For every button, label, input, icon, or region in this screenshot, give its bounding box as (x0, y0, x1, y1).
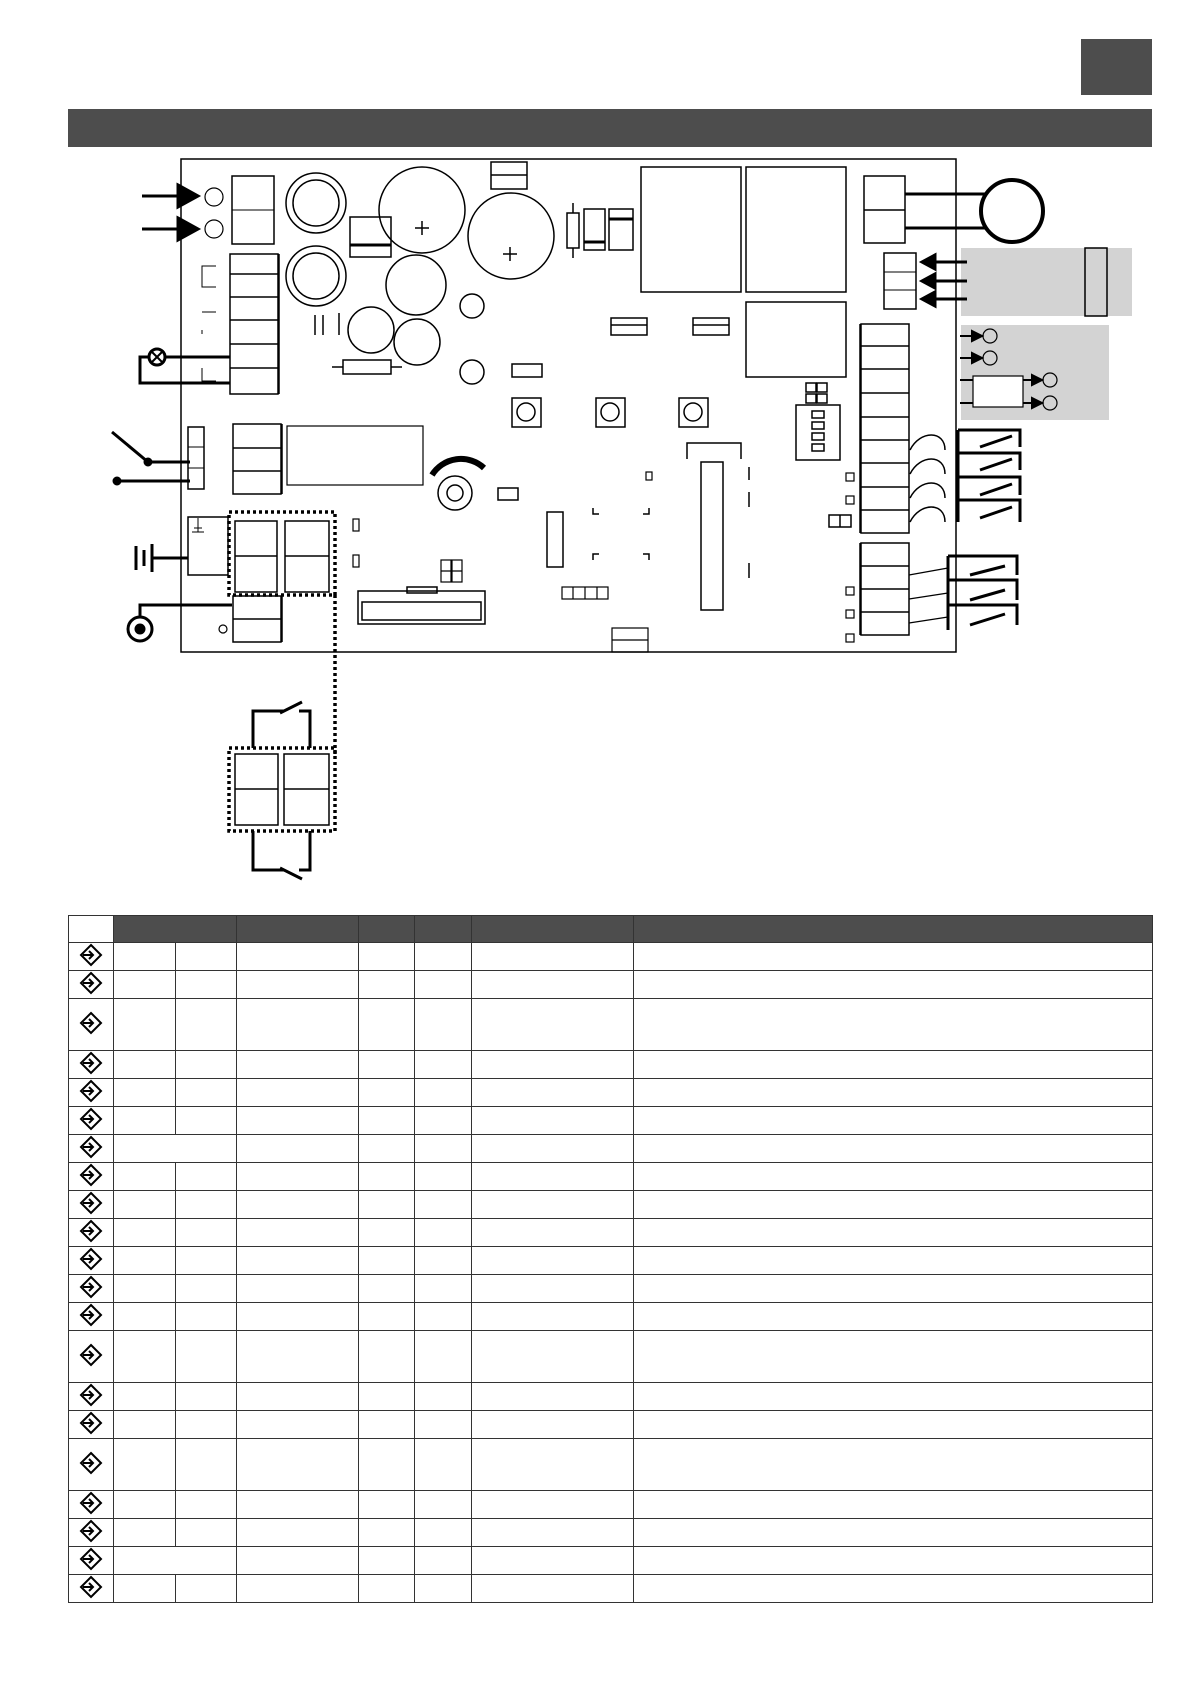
table-row (69, 1439, 1153, 1491)
trimmer-potentiometer-icon (432, 459, 518, 510)
row-io-icon (69, 1247, 114, 1275)
table-cell (237, 943, 359, 971)
table-cell (237, 1135, 359, 1163)
table-cell (634, 999, 1153, 1051)
table-cell (237, 1491, 359, 1519)
table-cell (176, 1411, 237, 1439)
row-io-icon (69, 1051, 114, 1079)
table-cell (114, 1331, 176, 1383)
table-row (69, 1219, 1153, 1247)
table-row (69, 1163, 1153, 1191)
table-cell (634, 1079, 1153, 1107)
table-cell (114, 1107, 176, 1135)
table-cell (237, 1383, 359, 1411)
table-cell (359, 1383, 415, 1411)
table-cell (634, 1575, 1153, 1603)
output-signals-block (960, 325, 1109, 420)
row-io-icon (69, 971, 114, 999)
table-row (69, 1411, 1153, 1439)
row-io-icon (69, 1163, 114, 1191)
table-cell (359, 1439, 415, 1491)
table-row (69, 1303, 1153, 1331)
table-cell (114, 1303, 176, 1331)
table-row (69, 1383, 1153, 1411)
table-cell (237, 1519, 359, 1547)
table-cell (114, 1491, 176, 1519)
transformer-blocks (611, 167, 846, 377)
table-cell (634, 1191, 1153, 1219)
table-cell (415, 1275, 472, 1303)
table-cell (415, 1383, 472, 1411)
table-cell (634, 1219, 1153, 1247)
table-cell (237, 1275, 359, 1303)
table-cell (176, 1247, 237, 1275)
power-input-arrows (142, 185, 223, 240)
row-io-icon (69, 1135, 114, 1163)
table-row (69, 999, 1153, 1051)
table-cell (359, 1519, 415, 1547)
table-cell (359, 1547, 415, 1575)
table-cell (472, 971, 634, 999)
row-io-icon (69, 1079, 114, 1107)
table-cell (359, 1051, 415, 1079)
table-cell (415, 971, 472, 999)
table-row (69, 1275, 1153, 1303)
top-components (286, 162, 633, 384)
table-cell (237, 999, 359, 1051)
table-cell (176, 1331, 237, 1383)
table-cell (415, 1547, 472, 1575)
table-cell (176, 1275, 237, 1303)
row-io-icon (69, 1331, 114, 1383)
table-cell (415, 1163, 472, 1191)
table-cell (472, 1331, 634, 1383)
header-corner (69, 916, 114, 943)
earth-ground-icon (136, 544, 188, 572)
contact-loops (910, 435, 945, 522)
table-cell (634, 1275, 1153, 1303)
table-cell (634, 1303, 1153, 1331)
table-cell (472, 1383, 634, 1411)
table-cell (472, 1275, 634, 1303)
table-cell (634, 1547, 1153, 1575)
table-row (69, 1519, 1153, 1547)
table-cell (176, 1163, 237, 1191)
table-cell (114, 1575, 176, 1603)
table-cell (472, 1163, 634, 1191)
microcontroller-chip (547, 443, 749, 610)
table-cell (114, 1439, 176, 1491)
language-tab (1081, 39, 1152, 95)
table-cell (472, 943, 634, 971)
table-cell (472, 1247, 634, 1275)
table-cell (415, 1331, 472, 1383)
ribbon-connector (358, 587, 485, 624)
table-cell (415, 999, 472, 1051)
table-cell (472, 1135, 634, 1163)
table-cell (237, 1411, 359, 1439)
antenna-terminal (233, 596, 282, 642)
table-cell (415, 1303, 472, 1331)
table-row (69, 1135, 1153, 1163)
table-cell (472, 1107, 634, 1135)
table-cell (176, 971, 237, 999)
right-terminal-strip (860, 324, 909, 635)
row-io-icon (69, 943, 114, 971)
table-cell (472, 1219, 634, 1247)
table-cell (114, 999, 176, 1051)
terminal-ticks-left (202, 266, 216, 384)
table-cell (359, 1275, 415, 1303)
table-cell (415, 1439, 472, 1491)
table-cell (176, 1303, 237, 1331)
table-cell (176, 1519, 237, 1547)
table-cell (114, 1247, 176, 1275)
table-cell (634, 1135, 1153, 1163)
row-io-icon (69, 1107, 114, 1135)
table-cell (359, 971, 415, 999)
encoder-input-block (884, 248, 1132, 316)
row-io-icon (69, 1491, 114, 1519)
table-cell (472, 1411, 634, 1439)
table-cell (359, 1491, 415, 1519)
table-cell (634, 1519, 1153, 1547)
table-cell (634, 1491, 1153, 1519)
table-cell (237, 1575, 359, 1603)
dip-switch (796, 383, 851, 527)
small-terminal (188, 427, 204, 489)
table-cell (237, 1547, 359, 1575)
table-row (69, 1051, 1153, 1079)
row-io-icon (69, 1275, 114, 1303)
table-cell (359, 1163, 415, 1191)
table-cell (237, 1051, 359, 1079)
safety-contacts-nc (958, 430, 1020, 522)
table-cell (359, 999, 415, 1051)
table-row (69, 1079, 1153, 1107)
row-io-icon (69, 1439, 114, 1491)
table-cell (176, 1079, 237, 1107)
earth-terminal (188, 517, 228, 575)
table-cell (472, 1191, 634, 1219)
table-body (69, 943, 1153, 1603)
row-io-icon (69, 1519, 114, 1547)
table-cell (114, 1135, 237, 1163)
table-cell (634, 1247, 1153, 1275)
jumper-link-top (253, 702, 310, 748)
table-cell (114, 1163, 176, 1191)
table-cell (114, 943, 176, 971)
table-cell (634, 1107, 1153, 1135)
table-cell (415, 1247, 472, 1275)
table-row (69, 1107, 1153, 1135)
table-cell (472, 1547, 634, 1575)
table-cell (634, 1439, 1153, 1491)
table-row (69, 1191, 1153, 1219)
table-cell (237, 1219, 359, 1247)
row-io-icon (69, 1383, 114, 1411)
left-terminal-block-1 (230, 254, 279, 394)
table-cell (359, 943, 415, 971)
table-cell (415, 1411, 472, 1439)
table-cell (176, 1439, 237, 1491)
table-cell (415, 1219, 472, 1247)
header-column-4 (359, 916, 415, 943)
table-cell (415, 1107, 472, 1135)
table-row (69, 971, 1153, 999)
table-cell (237, 1439, 359, 1491)
table-row (69, 1547, 1153, 1575)
table-cell (415, 1519, 472, 1547)
warning-lamp-icon (140, 349, 230, 383)
jumper-dotted-outline (229, 512, 335, 595)
table-cell (176, 1575, 237, 1603)
table-cell (472, 1491, 634, 1519)
table-cell (359, 1219, 415, 1247)
table-row (69, 1331, 1153, 1383)
led-indicators (846, 473, 854, 642)
table-cell (415, 1051, 472, 1079)
table-cell (237, 1247, 359, 1275)
wiring-table (68, 915, 1153, 1603)
table-cell (359, 1079, 415, 1107)
table-cell (176, 1383, 237, 1411)
row-io-icon (69, 1303, 114, 1331)
table-cell (114, 1051, 176, 1079)
table-cell (114, 1411, 176, 1439)
row-io-icon (69, 1191, 114, 1219)
table-cell (472, 1439, 634, 1491)
table-cell (114, 971, 176, 999)
jumper-link-bottom (253, 831, 310, 879)
jumper-block-board (235, 521, 329, 592)
table-cell (359, 1135, 415, 1163)
row-io-icon (69, 1575, 114, 1603)
table-cell (472, 1575, 634, 1603)
motor-icon (905, 180, 1043, 242)
table-cell (634, 1411, 1153, 1439)
table-header-row (69, 916, 1153, 943)
header-column-5 (415, 916, 472, 943)
table-cell (634, 1383, 1153, 1411)
table-cell (237, 1163, 359, 1191)
table-cell (237, 1107, 359, 1135)
table-cell (359, 1191, 415, 1219)
table-cell (237, 1191, 359, 1219)
table-row (69, 1575, 1153, 1603)
motor-terminal (864, 176, 905, 243)
table-cell (237, 1303, 359, 1331)
push-buttons (512, 398, 708, 427)
header-column-6 (472, 916, 634, 943)
table-cell (415, 943, 472, 971)
small-pads (353, 472, 652, 652)
table-cell (472, 1051, 634, 1079)
command-buttons-no (948, 556, 1017, 630)
table-cell (415, 1575, 472, 1603)
control-board-wiring-diagram (0, 150, 1191, 890)
table-cell (472, 1303, 634, 1331)
header-terminal (114, 916, 237, 943)
table-row (69, 1491, 1153, 1519)
table-cell (415, 1491, 472, 1519)
table-cell (634, 1163, 1153, 1191)
section-title-bar (68, 109, 1152, 147)
table-cell (359, 1107, 415, 1135)
header-description (634, 916, 1153, 943)
table-cell (176, 1219, 237, 1247)
table-cell (176, 943, 237, 971)
table-cell (114, 1547, 237, 1575)
antenna-icon (128, 605, 232, 641)
table-cell (114, 1191, 176, 1219)
row-io-icon (69, 1219, 114, 1247)
table-cell (237, 971, 359, 999)
table-cell (114, 1519, 176, 1547)
table-cell (634, 1331, 1153, 1383)
table-cell (359, 1303, 415, 1331)
table-cell (359, 1411, 415, 1439)
table-cell (472, 1519, 634, 1547)
table-cell (359, 1331, 415, 1383)
table-row (69, 943, 1153, 971)
table-cell (176, 999, 237, 1051)
table-cell (114, 1079, 176, 1107)
left-terminal-block-2 (233, 424, 282, 494)
table-cell (634, 1051, 1153, 1079)
table-cell (114, 1383, 176, 1411)
table-cell (472, 1079, 634, 1107)
table-cell (114, 1275, 176, 1303)
table-cell (359, 1575, 415, 1603)
table-row (69, 1247, 1153, 1275)
table-cell (359, 1247, 415, 1275)
table-cell (114, 1219, 176, 1247)
jumper-detail (229, 748, 335, 831)
table-cell (415, 1135, 472, 1163)
table-cell (176, 1491, 237, 1519)
table-cell (415, 1191, 472, 1219)
relay-component (287, 426, 423, 485)
table-cell (634, 971, 1153, 999)
row-io-icon (69, 1547, 114, 1575)
table-cell (237, 1079, 359, 1107)
table-cell (415, 1079, 472, 1107)
table-cell (237, 1331, 359, 1383)
table-cell (176, 1191, 237, 1219)
table-cell (176, 1107, 237, 1135)
table-cell (634, 943, 1153, 971)
header-column-3 (237, 916, 359, 943)
table-cell (176, 1051, 237, 1079)
row-io-icon (69, 999, 114, 1051)
row-io-icon (69, 1411, 114, 1439)
key-switch-icon (112, 432, 190, 484)
table-cell (472, 999, 634, 1051)
